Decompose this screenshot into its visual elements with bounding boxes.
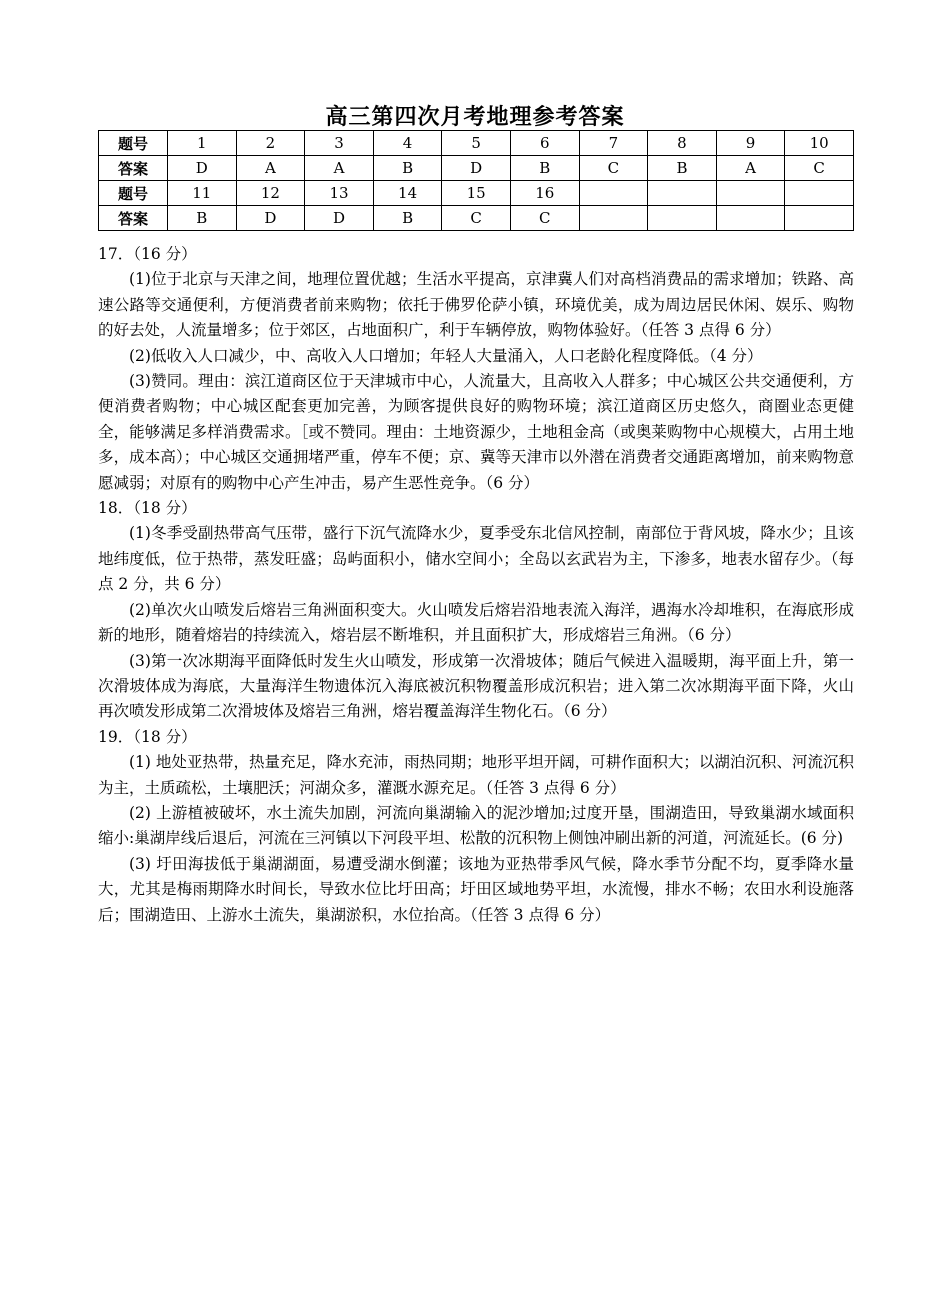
table-cell: 15 — [442, 181, 511, 206]
table-cell: 8 — [648, 131, 717, 156]
answer-body — [98, 242, 854, 928]
table-cell: 16 — [510, 181, 579, 206]
row-label: 题号 — [99, 131, 168, 156]
question-18-heading: 18．（18 分） — [98, 499, 197, 518]
row-label: 题号 — [99, 181, 168, 206]
question-19-heading: 19．（18 分） — [98, 727, 197, 746]
table-cell: 1 — [168, 131, 237, 156]
table-cell — [716, 181, 785, 206]
table-cell: B — [373, 156, 442, 181]
table-cell: 14 — [373, 181, 442, 206]
table-cell: B — [510, 156, 579, 181]
table-cell: C — [785, 156, 854, 181]
table-cell — [579, 206, 648, 231]
table-cell: D — [442, 156, 511, 181]
question-17-answer-1: (1)位于北京与天津之间，地理位置优越；生活水平提高，京津冀人们对高档消费品的需求增加；铁路、高速公路等交通便利，方便消费者前来购物；依托于佛罗伦萨小镇，环境优美，成为周边居民休闲、娱乐、购物的好去处，人流量增多；位于郊区，占地面积广，利于车辆停放，购物体验好。（任答 3 点得 6 分） — [98, 270, 854, 340]
table-cell: 9 — [716, 131, 785, 156]
table-cell: 11 — [168, 181, 237, 206]
question-18-answer-2: (2)单次火山喷发后熔岩三角洲面积变大。火山喷发后熔岩沿地表流入海洋，遇海水冷却堆积，在海底形成新的地形，随着熔岩的持续流入，熔岩层不断堆积，并且面积扩大，形成熔岩三角洲。（6 分） — [98, 600, 854, 645]
table-cell: 3 — [305, 131, 374, 156]
table-cell — [785, 181, 854, 206]
question-19-answer-3: (3) 圩田海拔低于巢湖湖面，易遭受湖水倒灌；该地为亚热带季风气候，降水季节分配不均，夏季降水量大，尤其是梅雨期降水时间长，导致水位比圩田高；圩田区域地势平坦，水流慢，排水不畅；农田水利设施落后；围湖造田、上游水土流失，巢湖淤积，水位抬高。（任答 3 点得 6 分） — [98, 854, 854, 924]
table-cell: C — [510, 206, 579, 231]
answer-table — [98, 130, 854, 231]
table-cell — [785, 206, 854, 231]
table-row — [99, 181, 854, 206]
table-cell: 2 — [236, 131, 305, 156]
table-cell: 4 — [373, 131, 442, 156]
table-cell: D — [305, 206, 374, 231]
table-cell: D — [236, 206, 305, 231]
row-label: 答案 — [99, 206, 168, 231]
question-18-answer-3: (3)第一次冰期海平面降低时发生火山喷发，形成第一次滑坡体；随后气候进入温暖期，海平面上升，第一次滑坡体成为海底，大量海洋生物遗体沉入海底被沉积物覆盖形成沉积岩；进入第二次冰期海平面下降，火山再次喷发形成第二次滑坡体及熔岩三角洲，熔岩覆盖海洋生物化石。（6 分） — [98, 651, 854, 721]
table-cell — [716, 206, 785, 231]
question-17-answer-2: (2)低收入人口减少，中、高收入人口增加；年轻人大量涌入，人口老龄化程度降低。（4 分） — [129, 346, 763, 365]
table-cell: A — [236, 156, 305, 181]
question-18-answer-1: (1)冬季受副热带高气压带，盛行下沉气流降水少，夏季受东北信风控制，南部位于背风坡，降水少；且该地纬度低，位于热带，蒸发旺盛；岛屿面积小，储水空间小；全岛以玄武岩为主，下渗多，地表水留存少。（每点 2 分，共 6 分） — [98, 524, 854, 594]
table-cell: B — [168, 206, 237, 231]
table-cell: A — [716, 156, 785, 181]
question-17-answer-3: (3)赞同。理由：滨江道商区位于天津城市中心，人流量大，且高收入人群多；中心城区公共交通便利，方便消费者购物；中心城区配套更加完善，为顾客提供良好的购物环境；滨江道商区历史悠久，商圈业态更健全，能够满足多样消费需求。［或不赞同。理由：土地资源少，土地租金高（或奥莱购物中心规模大，占用土地多，成本高）；中心城区交通拥堵严重，停车不便；京、冀等天津市以外潜在消费者交通距离增加，前来购物意愿减弱；对原有的购物中心产生冲击，易产生恶性竞争。（6 分） — [98, 372, 854, 492]
table-cell: D — [168, 156, 237, 181]
table-cell — [648, 206, 717, 231]
table-cell — [648, 181, 717, 206]
row-label: 答案 — [99, 156, 168, 181]
table-cell: C — [442, 206, 511, 231]
page-title: 高三第四次月考地理参考答案 — [325, 104, 625, 130]
table-row — [99, 131, 854, 156]
table-row — [99, 156, 854, 181]
table-cell: B — [648, 156, 717, 181]
table-cell: 13 — [305, 181, 374, 206]
table-cell: 5 — [442, 131, 511, 156]
table-row — [99, 206, 854, 231]
table-cell: 7 — [579, 131, 648, 156]
table-cell: C — [579, 156, 648, 181]
table-cell: 12 — [236, 181, 305, 206]
table-cell: A — [305, 156, 374, 181]
table-cell: 10 — [785, 131, 854, 156]
question-19-answer-1: (1) 地处亚热带，热量充足，降水充沛，雨热同期；地形平坦开阔，可耕作面积大；以湖泊沉积、河流沉积为主，土质疏松，土壤肥沃；河湖众多，灌溉水源充足。（任答 3 点得 6 分） — [98, 753, 854, 797]
table-cell: B — [373, 206, 442, 231]
question-19-answer-2: (2) 上游植被破坏，水土流失加剧，河流向巢湖输入的泥沙增加;过度开垦，围湖造田，导致巢湖水域面积缩小:巢湖岸线后退后，河流在三河镇以下河段平坦、松散的沉积物上侧蚀冲刷出新的河道，河流延长。(6 分) — [98, 803, 854, 848]
table-cell: 6 — [510, 131, 579, 156]
table-cell — [579, 181, 648, 206]
question-17-heading: 17．（16 分） — [98, 245, 197, 263]
